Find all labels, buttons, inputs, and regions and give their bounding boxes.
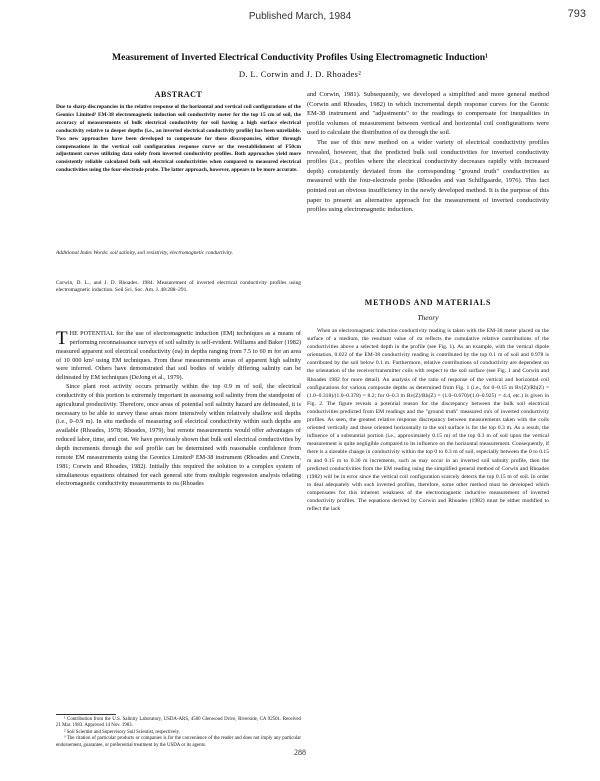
abstract-heading: ABSTRACT [154,90,203,99]
footnote-3: ³ The citation of particular products or companies is for the convenience of the reader and does not imply any particular endorsement, guarantee, or preferential treatment by the USDA or its agents. [56,736,301,748]
drop-cap: T [56,328,68,349]
footnote-2: ² Soil Scientist and Supervisory Soil Scientist, respectively. [64,729,180,735]
intro-paragraph [56,330,301,383]
right-column-intro [307,90,549,215]
footnote-rule [56,714,116,715]
theory-section [307,327,549,513]
abstract-text: Due to sharp discrepancies in the relative response of the horizontal and vertical coil configurations of the Geonics Limited³ EM-38 electromagnetic induction soil conductivity meter for the top 15 cm of soil, the accuracy of measurements of bulk electrical conductivity for soil having a high surface electrical conductivity relative to deeper depths (i.e., an inverted electrical conductivity profile) has been unreliable. Two new approaches have been developed to compensate for these discrepancies, either through compensations in the vertical coil configuration response curve or the reestablishment of F50cm adjustment curves utilizing data solely from inverted conductivity profiles. Both approaches yield more consistently reliable calculated bulk soil electrical conductivities when compared to measured electrical conductivities using the four-electrode probe. The latter approach, however, appears to be more accurate. [56,104,301,174]
footer-page-number: 288 [294,748,306,757]
subsection-heading: Theory [417,313,439,322]
published-date: Published March, 1984 [248,11,352,22]
intro-paragraph-2: Since plant root activity occurs primarily within the top 0.9 m of soil, the electrical conductivity of this portion is extremely important in assessing soil salinity from the standpoint of agricultural productivity. Therefore, once areas of potential soil salinity hazard are delineated, it is necessary to be able to survey these areas more intensively within relatively shallow soil depths (i.e., 0–0.9 m). In situ methods of measuring soil electrical conductivity within such depths are available (Rhoades, 1978; Rhoades, 1979), but remote measurements would offer advantages of reduced labor, time, and cost. We have previously shown that bulk soil electrical conductivities by depth increments through the soil profile can be determined with reasonable confidence from remote EM measurements using the Geonics Limited³ EM-38 instrument (Rhoades and Corwin, 1981; Corwin and Rhoades, 1982). Initially this required the solution to a complex system of simultaneous equations obtained for each general site from multiple regression analysis relating electromagnetic conductivity measurements to σa (Rhoades [56,383,301,488]
page-number: 793 [567,8,586,20]
intro-paragraph-1-text: HE POTENTIAL for the use of electromagnetic induction (EM) techniques as a means of performing reconnaissance surveys of soil salinity is self-evident. Williams and Baker (1982) measured apparent soil electrical conductivity (σa) in depths ranging from 7.5 to 60 m for an area of 10 000 km² using EM techniques. From these measurements areas of apparent high salinity were inferred. Others have demonstrated that soil bodies of widely differing salinity can be delineated by EM techniques (DeJong et al., 1979). [56,330,301,382]
right-paragraph-1: and Corwin, 1981). Subsequently, we developed a simplified and more general method (Corwin and Rhoades, 1982) in which incremental depth response curves for the Geonic EM-38 instrument and "adjustments" to the readings to compensate for inequalities in profile volumes of measurement between vertical and horizontal coil configurations were used to calculate the distribution of σa through the soil. [307,91,549,137]
footnotes [56,717,301,749]
authors: D. L. Corwin and J. D. Rhoades² [238,69,362,79]
introduction [56,330,301,489]
right-paragraph-2: The use of this new method on a wider variety of electrical conductivity profiles revealed, however, that the predicted bulk soil conductivities for inverted conductivity profiles (i.e., profiles where the electrical conductivity decreases rapidly with increased depth) consistently deviated from the corresponding "ground truth" conductivities as measured with the four-electrode probe (Rhoades and van Schilfgaarde, 1976). This fact pointed out an obvious insufficiency in the newly developed method. It is the purpose of this paper to present an alternative approach for the measurement of inverted conductivity profiles using electromagnetic induction. [307,138,549,214]
section-heading: METHODS AND MATERIALS [364,298,492,307]
citation: Corwin, D. L., and J. D. Rhoades. 1984. Measurement of inverted electrical conductivity profiles using electromagnetic induction. Soil Sci. Soc. Am. J. 48:288–291. [56,280,301,294]
theory-paragraph: When an electromagnetic induction conductivity reading is taken with the EM-38 meter placed on the surface of a medium, the resultant value of σa reflects the cumulative relative contributions of the conductivities above a selected depth in the profile (see Fig. 1). As an example, with the vertical dipole orientation, 0.022 of the EM-38 conductivity reading is contributed by the top 0.1 m of soil and 0.978 is contributed by the soil below 0.1 m. Furthermore, relative contributions of conductivity are dependent on the orientation of the receiver/transmitter coils with respect to the soil surface (see Fig. 1 and Corwin and Rhoades 1982 for more detail). An analysis of the ratio of response of the vertical and horizontal coil configurations for various composite depths as determined from Fig. 1 (i.e., for 0–0.15 m Rv(Z)/Rh(Z) = (1.0–0.318)/(1.0–0.378) = 8.2; for 0–0.3 m Rv(Z)/Rh(Z) = (1.0–0.670)/(1.0–0.925) = 4.4, etc.) is given in Fig. 2. The figure reveals a potential reason for the discrepancy between the bulk soil electrical conductivities predicted from EM readings and the "ground truth" measured σa's of inverted conductivity profiles. As seen, the greatest relative response discrepancy between measurements taken with the coils oriented vertically and those oriented horizontally to the soil surface is for the top 0.3 m. As a result, the influence of a substantial portion (i.e., approximately 0.15 m) of the top 0.3 m of soil upon the vertical measurement is quite negligible compared to its influence on the horizontal measurement. Consequently, if there is a sizeable change in conductivity within the top 0 to 0.3 m of soil, especially between the 0 to 0.15 m and 0.15 m to 0.30 m increments, such as may occur in an inverted soil salinity profile, then the predicted conductivities from the EM reading using the simplified general method of Corwin and Rhoades (1982) will be in error since the vertical coil configuration scarcely detects the top 0.15 m of soil. In order to deal adequately with such inverted profiles, therefore, some other method must be developed which compensates for this inherent weakness of the electromagnetic inductive measurement of inverted conductivity profiles. The equations derived by Corwin and Rhoades (1982) must be either modified to reflect the lack [307,328,549,513]
footnote-1: ¹ Contribution from the U.S. Salinity Laboratory, USDA-ARS, 4500 Glenwood Drive, Riverside, CA 92501. Received 21 Mar. 1983. Approved 14 Nov. 1983. [56,717,301,729]
index-words: Additional Index Words: soil salinity, soil resistivity, electromagnetic conductivity. [56,250,233,256]
article-title: Measurement of Inverted Electrical Conductivity Profiles Using Electromagnetic Induction¹ [112,52,488,63]
